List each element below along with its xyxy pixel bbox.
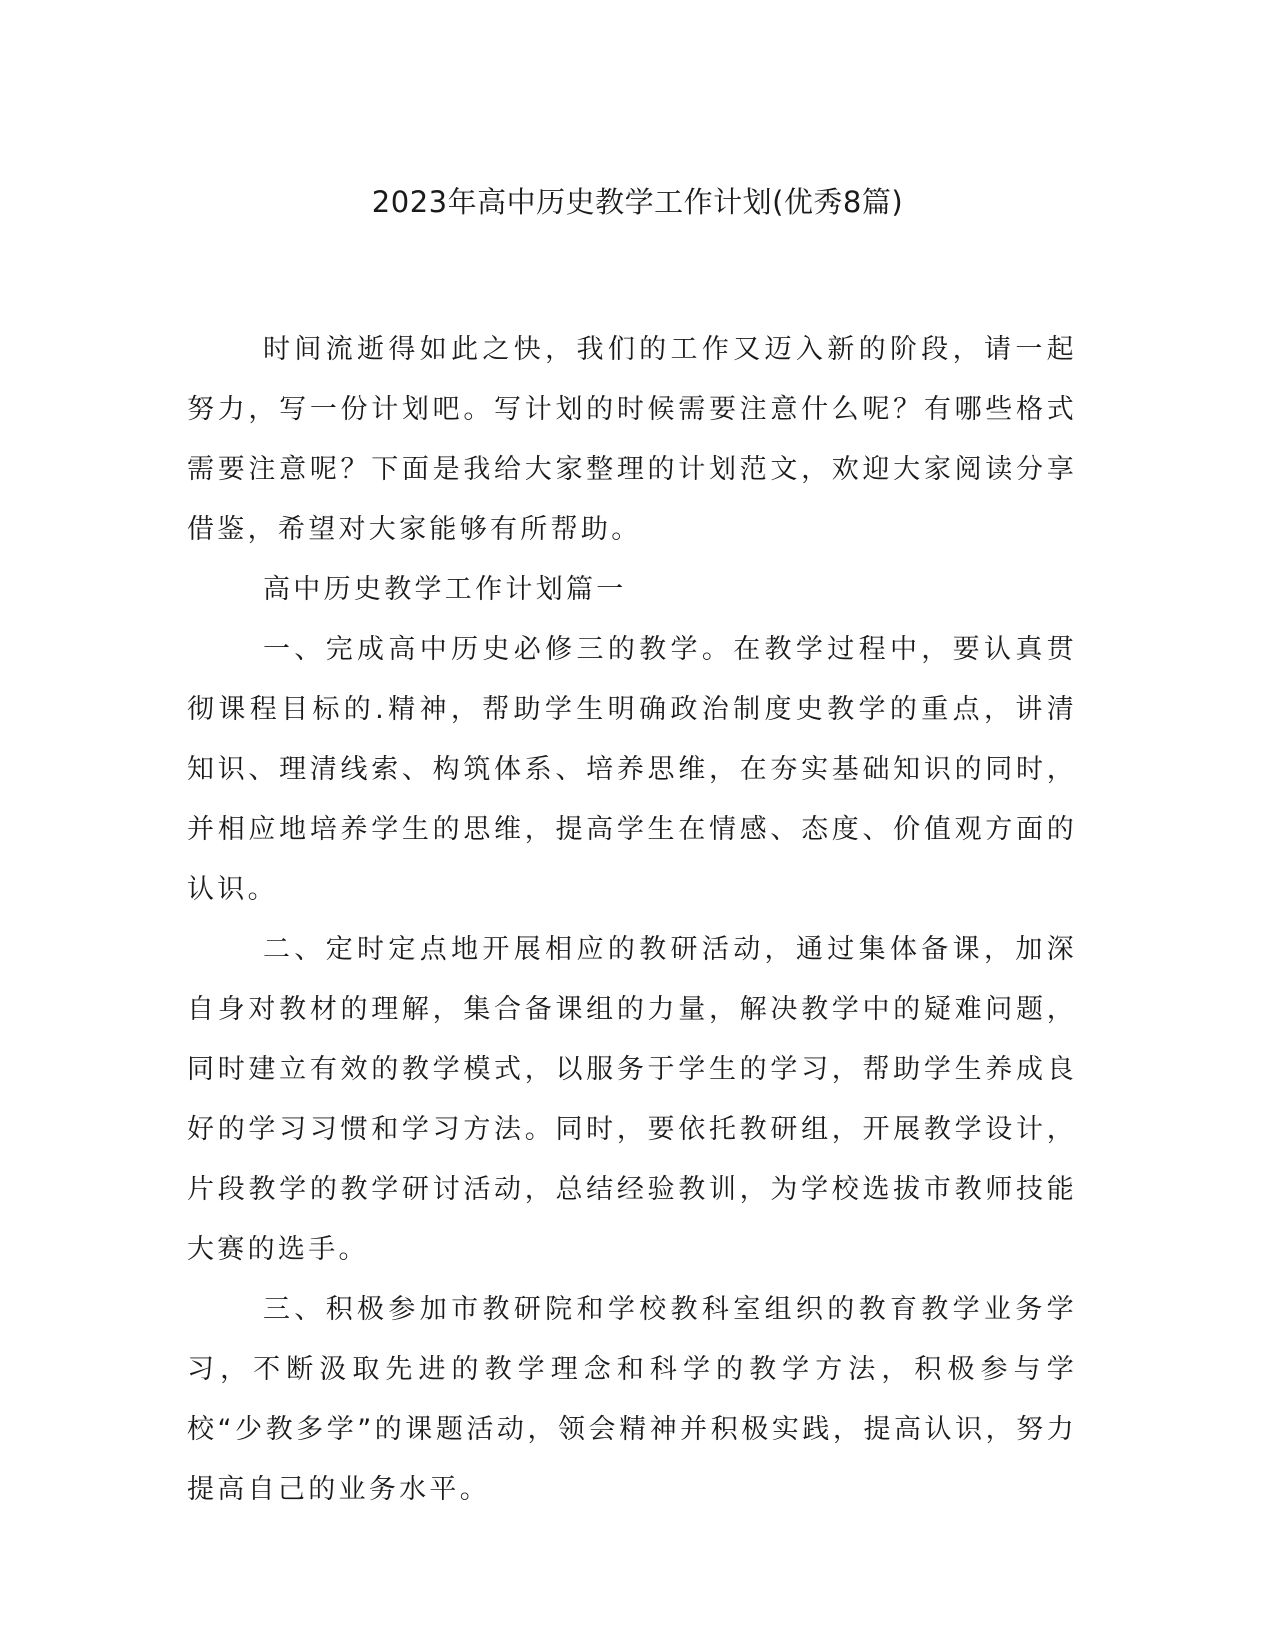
document-title: 2023年高中历史教学工作计划(优秀8篇) (371, 185, 904, 219)
plan-item-three: 三、积极参加市教研院和学校教科室组织的教育教学业务学习，不断汲取先进的教学理念和科学的教学方法，积极参与学校“少教多学”的课题活动，领会精神并积极实践，提高认识，努力提高自己的业务水平。 (187, 1294, 1077, 1505)
plan-item-two: 二、定时定点地开展相应的教研活动，通过集体备课，加深自身对教材的理解，集合备课组的力量，解决教学中的疑难问题，同时建立有效的教学模式，以服务于学生的学习，帮助学生养成良好的学习习惯和学习方法。同时，要依托教研组，开展教学设计，片段教学的教学研讨活动，总结经验教训，为学校选拔市教师技能大赛的选手。 (187, 934, 1077, 1265)
plan-item-one: 一、完成高中历史必修三的教学。在教学过程中，要认真贯彻课程目标的.精神，帮助学生明确政治制度史教学的重点，讲清知识、理清线索、构筑体系、培养思维，在夯实基础知识的同时，并相应地培养学生的思维，提高学生在情感、态度、价值观方面的认识。 (187, 634, 1077, 905)
section-heading: 高中历史教学工作计划篇一 (263, 574, 627, 605)
intro-paragraph: 时间流逝得如此之快，我们的工作又迈入新的阶段，请一起努力，写一份计划吧。写计划的时候需要注意什么呢？有哪些格式需要注意呢？下面是我给大家整理的计划范文，欢迎大家阅读分享借鉴，希望对大家能够有所帮助。 (187, 334, 1077, 545)
document-body (187, 320, 1077, 1520)
